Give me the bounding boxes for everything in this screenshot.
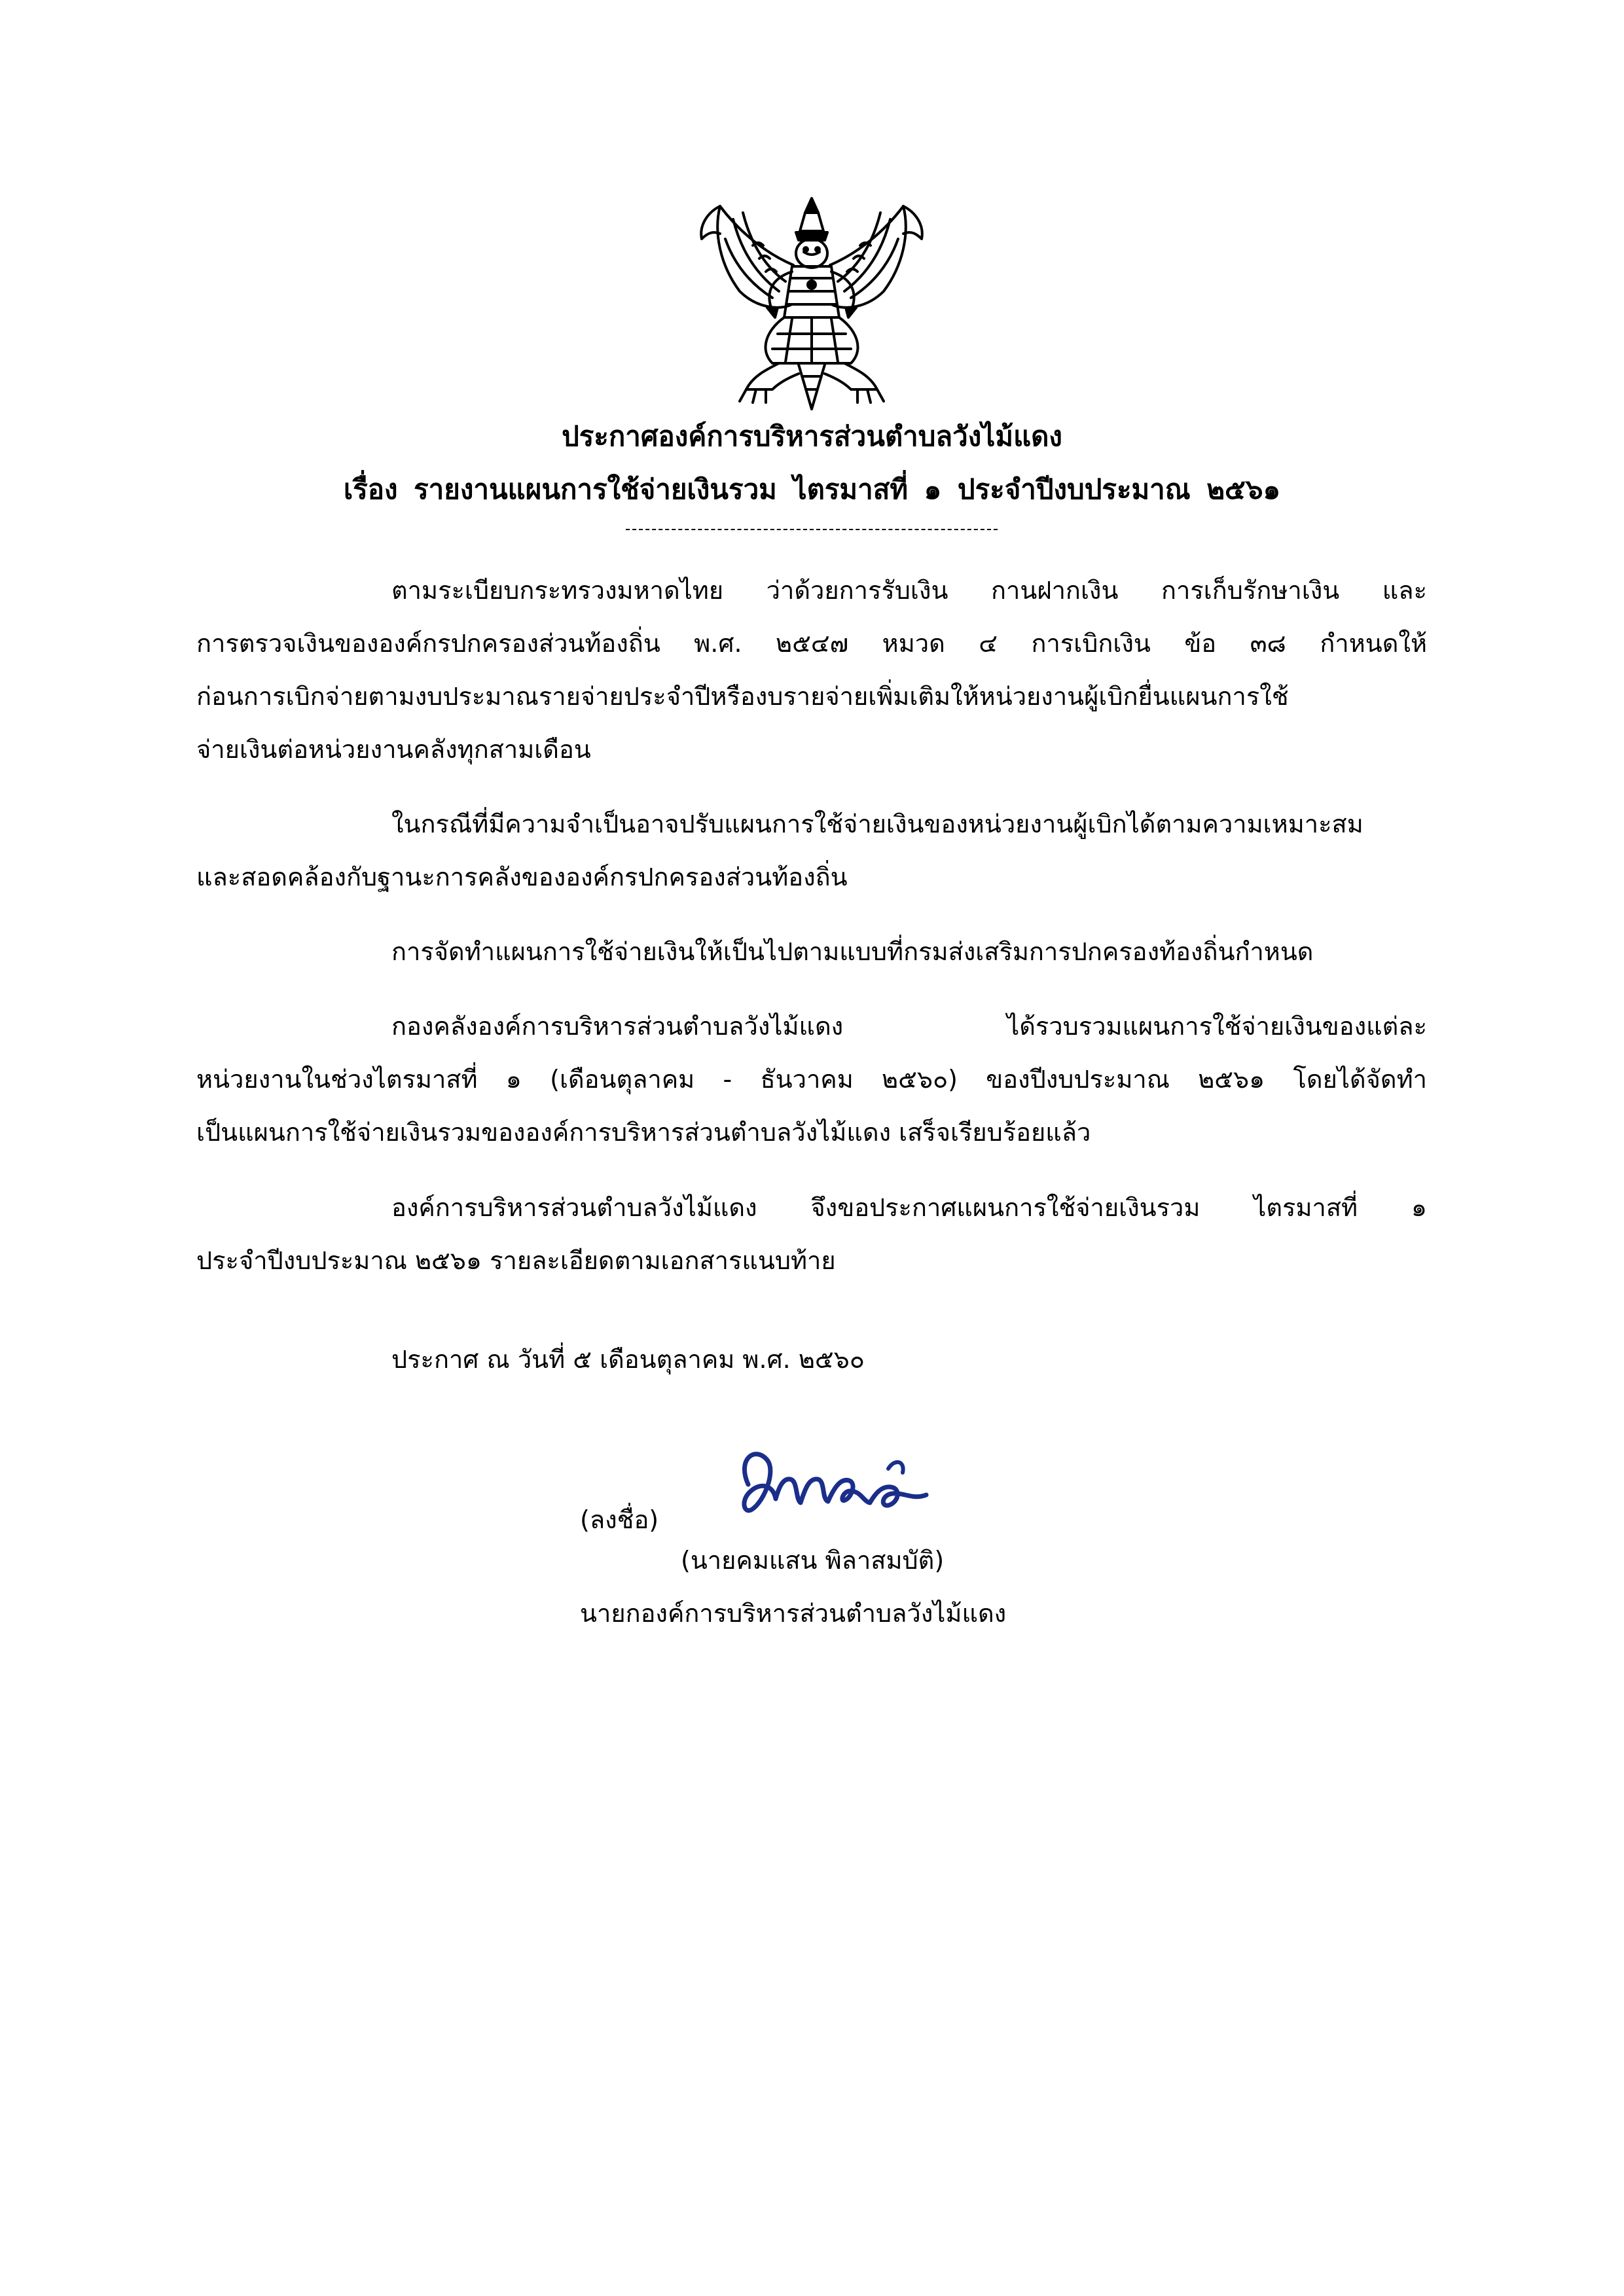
paragraph-5-line-2: ประจำปีงบประมาณ ๒๕๖๑ รายละเอียดตามเอกสารแนบท้าย	[196, 1246, 836, 1275]
signatory-position: นายกองค์การบริหารส่วนตำบลวังไม้แดง	[580, 1599, 1007, 1628]
document-subject: เรื่อง รายงานแผนการใช้จ่ายเงินรวม ไตรมาสที่ ๑ ประจำปีงบประมาณ ๒๕๖๑	[343, 473, 1281, 505]
title-divider	[626, 529, 998, 530]
paragraph-4-line-1: กองคลังองค์การบริหารส่วนตำบลวังไม้แดง ได้รวบรวมแผนการใช้จ่ายเงินของแต่ละ	[391, 1012, 1427, 1041]
paragraph-1-line-4: จ่ายเงินต่อหน่วยงานคลังทุกสามเดือน	[196, 735, 591, 764]
paragraph-4-line-2: หน่วยงานในช่วงไตรมาสที่ ๑ (เดือนตุลาคม - ธันวาคม ๒๕๖๐) ของปีงบประมาณ ๒๕๖๑ โดยได้จัดทำ	[196, 1065, 1427, 1094]
paragraph-1-line-3: ก่อนการเบิกจ่ายตามงบประมาณรายจ่ายประจำปีหรืองบรายจ่ายเพิ่มเติมให้หน่วยงานผู้เบิกยื่นแผนการใช้	[196, 682, 1289, 711]
paragraph-2-line-1: ในกรณีที่มีความจำเป็นอาจปรับแผนการใช้จ่ายเงินของหน่วยงานผู้เบิกได้ตามความเหมาะสม	[391, 810, 1363, 838]
handwritten-signature	[730, 1439, 939, 1530]
paragraph-3-line-1: การจัดทำแผนการใช้จ่ายเงินให้เป็นไปตามแบบที่กรมส่งเสริมการปกครองท้องถิ่นกำหนด	[391, 937, 1314, 966]
garuda-emblem-icon	[694, 193, 929, 412]
paragraph-5-line-1: องค์การบริหารส่วนตำบลวังไม้แดง จึงขอประกาศแผนการใช้จ่ายเงินรวม ไตรมาสที่ ๑	[391, 1193, 1427, 1222]
document-title: ประกาศองค์การบริหารส่วนตำบลวังไม้แดง	[562, 420, 1062, 452]
paragraph-4-line-3: เป็นแผนการใช้จ่ายเงินรวมขององค์การบริหารส่วนตำบลวังไม้แดง เสร็จเรียบร้อยแล้ว	[196, 1118, 1091, 1147]
paragraph-1-line-1: ตามระเบียบกระทรวงมหาดไทย ว่าด้วยการรับเงิน กานฝากเงิน การเก็บรักษาเงิน และ	[391, 576, 1427, 605]
paragraph-2-line-2: และสอดคล้องกับฐานะการคลังขององค์กรปกครองส่วนท้องถิ่น	[196, 863, 848, 891]
announcement-date: ประกาศ ณ วันที่ ๕ เดือนตุลาคม พ.ศ. ๒๕๖๐	[391, 1345, 865, 1374]
paragraph-1-line-2: การตรวจเงินขององค์กรปกครองส่วนท้องถิ่น พ.ศ. ๒๕๔๗ หมวด ๔ การเบิกเงิน ข้อ ๓๘ กำหนดให้	[196, 629, 1427, 658]
signature-label: (ลงชื่อ)	[580, 1505, 659, 1534]
signatory-name: (นายคมแสน พิลาสมบัติ)	[681, 1546, 945, 1575]
